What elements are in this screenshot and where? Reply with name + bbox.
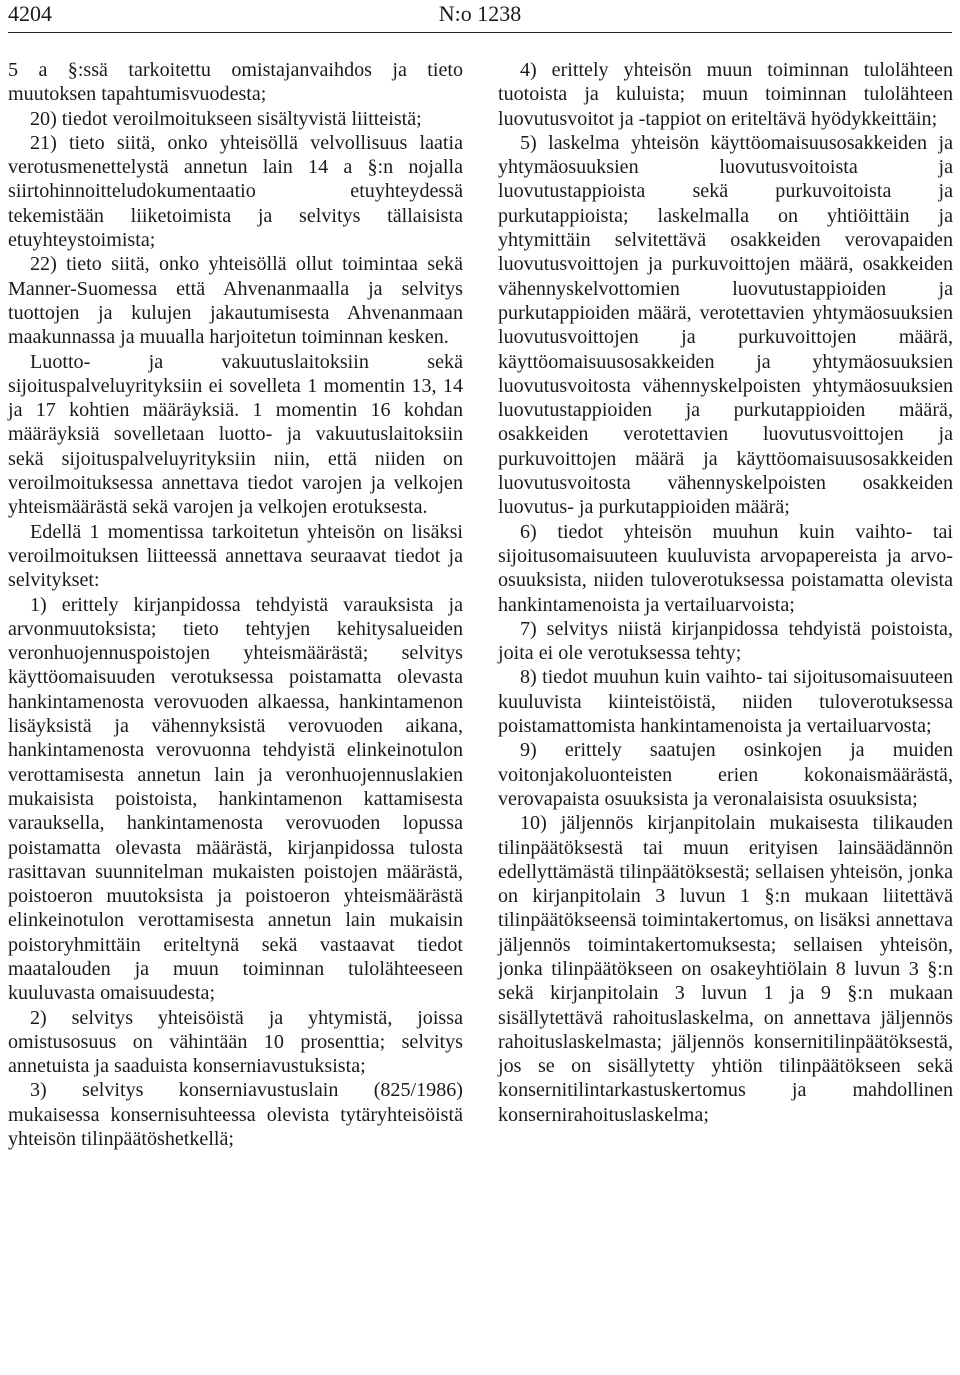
left-column	[8, 58, 463, 1151]
paragraph: 1) erittely kirjanpidossa tehdyistä varauksista ja arvonmuutoksista; tieto tehtyjen kehitysalueiden veronhuojennuspoistojen yhteismäärästä; selvitys käyttöomaisuuden verotuksessa poistamatta olevasta hankintamenosta verovuoden alkaessa, hankintamenon lisäyksistä ja vähennyksistä verovuoden aikana, hankintamenosta verovuonna tehdyistä elinkeinotulon verottamisesta annetun lain ja veronhuojennuslakien mukaisista poistoista, hankintamenon kattamisesta varauksella, hankintamenosta verovuoden lopussa poistamatta olevasta määrästä, kirjanpidossa tulosta rasittavan suunnitelman mukaisten poistojen määrästä, poistoeron muutoksista ja poistoeron yhteismäärästä elinkeinotulon verottamisesta annetun lain mukaisin poistoryhmittäin eriteltynä sekä vastaavat tiedot maatalouden ja muun toiminnan tulolähteeseen kuuluvasta omaisuudesta;	[8, 593, 463, 1005]
right-column	[498, 58, 953, 1127]
paragraph: 2) selvitys yhteisöistä ja yhtymistä, joissa omistusosuus on vähintään 10 prosenttia; selvitys annetuista ja saaduista konserniavustuksista;	[8, 1006, 463, 1078]
paragraph: 8) tiedot muuhun kuin vaihto- tai sijoitusomaisuuteen kuuluvista kiinteistöistä, niiden tuloverotuksessa poistamattomista hankintamenoista ja vertailuarvosta;	[498, 666, 953, 738]
paragraph: 7) selvitys niistä kirjanpidossa tehdyistä poistoista, joita ei ole verotuksessa tehty;	[498, 617, 953, 665]
issue-number: N:o 1238	[438, 1, 522, 26]
page-header	[8, 0, 952, 34]
paragraph: 20) tiedot veroilmoitukseen sisältyvistä liitteistä;	[30, 107, 422, 130]
paragraph: 21) tieto siitä, onko yhteisöllä velvollisuus laatia verotusmenettelystä annetun lain 14 a §:n nojalla siirtohinnoitteludokumentaatio etuyhteydessä tekemistään liiketoimista ja selvitys tällaisista etuyhteystoimista;	[8, 131, 463, 252]
paragraph: Edellä 1 momentissa tarkoitetun yhteisön on lisäksi veroilmoituksen liitteessä annettava seuraavat tiedot ja selvitykset:	[8, 520, 463, 592]
header-divider	[8, 32, 952, 33]
paragraph: Luotto- ja vakuutuslaitoksiin sekä sijoituspalveluyrityksiin ei sovelleta 1 momentin 13, 14 ja 17 kohtien määräyksiä. 1 momentin 16 kohdan määräyksiä sovelletaan luotto- ja vakuutuslaitoksiin sekä sijoituspalveluyrityksiin niin, että niiden on veroilmoituksessa annettava tiedot varojen ja velkojen yhteismäärästä sekä varojen ja velkojen erotuksesta.	[8, 350, 463, 519]
paragraph: 3) selvitys konserniavustuslain (825/1986) mukaisessa konsernisuhteessa olevista tytäryhteisöistä yhteisön tilinpäätöshetkellä;	[8, 1079, 463, 1151]
paragraph: 10) jäljennös kirjanpitolain mukaisesta tilikauden tilinpäätöksestä tai muun erityisen lainsäädännön edellyttämästä tilinpäätöksestä; sellaisen yhteisön, jonka on kirjanpitolain 3 luvun 1 §:n mukaan liitettävä tilinpäätökseensä toimintakertomus, on lisäksi annettava jäljennös toimintakertomuksesta; sellaisen yhteisön, jonka tilinpäätökseen on osakeyhtiölain 8 luvun 3 §:n sekä kirjanpitolain 3 luvun 1 ja 9 §:n mukaan sisällytettävä rahoituslaskelma, on annettava jäljennös rahoituslaskelmasta; jäljennös konsernitilinpäätöksestä, jos se on sisällytetty yhtiön tilinpäätökseen sekä konsernitilintarkastuskertomus ja mahdollinen konsernirahoituslaskelma;	[498, 812, 953, 1126]
paragraph: 4) erittely yhteisön muun toiminnan tulolähteen tuotoista ja kuluista; muun toiminnan tulolähteen luovutusvoitot ja -tappiot on eriteltävä hyödykkeittäin;	[498, 59, 953, 130]
page-number: 4204	[8, 1, 52, 26]
paragraph: 22) tieto siitä, onko yhteisöllä ollut toimintaa sekä Manner-Suomessa että Ahvenanmaalla ja selvitys tuottojen ja kulujen jakautumisesta Ahvenanmaan maakunnassa ja muualla harjoitetun toiminnan kesken.	[8, 253, 463, 349]
paragraph: 5 a §:ssä tarkoitettu omistajanvaihdos ja tieto muutoksen tapahtumisvuodesta;	[8, 59, 463, 106]
paragraph: 9) erittely saatujen osinkojen ja muiden voitonjakoluonteisten erien kokonaismäärästä, verovapaista osuuksista ja veronalaisista osuuksista;	[498, 739, 953, 810]
paragraph: 5) laskelma yhteisön käyttöomaisuusosakkeiden ja yhtymäosuuksien luovutusvoitoista ja luovutustappioista sekä purkuvoitoista ja purkutappioista; laskelmalla on yhtiöittäin ja yhtymittäin selvitettävä osakkeiden verovapaiden luovutusvoittojen ja purkuvoittojen määrä, osakkeiden vähennyskelvottomien luovutustappioiden ja purkutappioiden määrä, verotettavien yhtymäosuuksien luovutusvoittojen ja purkuvoittojen määrä, käyttöomaisuusosakkeiden ja yhtymäosuuksien luovutusvoitosta vähennyskelpoisten yhtymäosuuksien luovutustappioiden ja purkutappioiden määrä, osakkeiden verotettavien luovutusvoittojen ja purkuvoittojen määrä ja käyttöomaisuusosakkeiden luovutusvoitosta vähennyskelpoisten osakkeiden luovutus- ja purkutappioiden määrä;	[498, 131, 953, 519]
paragraph: 6) tiedot yhteisön muuhun kuin vaihto- tai sijoitusomaisuuteen kuuluvista arvopapereista ja arvo-osuuksista, niiden tuloverotuksessa poistamatta olevista hankintamenoista ja vertailuarvoista;	[498, 520, 953, 616]
